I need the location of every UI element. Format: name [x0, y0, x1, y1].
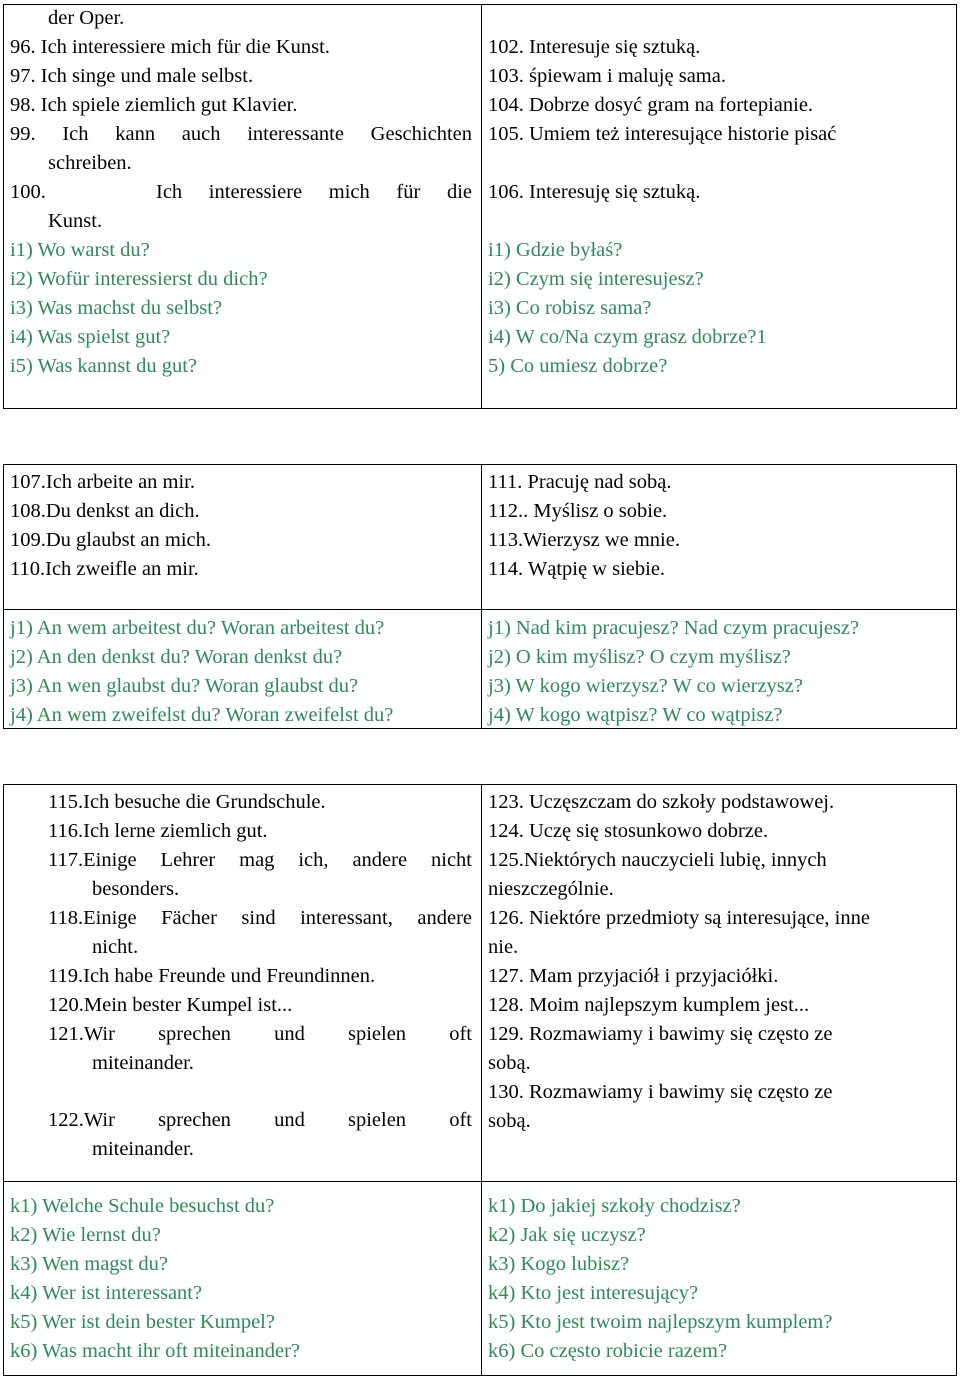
row-divider — [4, 1181, 956, 1182]
question-line: j1) An wem arbeitest du? Woran arbeitest du? — [10, 617, 385, 639]
question-line: i3) Co robisz sama? — [488, 297, 652, 319]
column-divider — [481, 5, 482, 408]
question-line: k1) Welche Schule besuchst du? — [10, 1195, 275, 1217]
text-line: 98. Ich spiele ziemlich gut Klavier. — [10, 94, 298, 116]
question-line: j2) O kim myślisz? O czym myślisz? — [488, 646, 791, 668]
text-line: besonders. — [92, 878, 180, 900]
question-line: k4) Wer ist interessant? — [10, 1282, 203, 1304]
text-line: 125.Niektórych nauczycieli lubię, innych — [488, 849, 827, 871]
text-line: nieszczególnie. — [488, 878, 614, 900]
text-line: sobą. — [488, 1110, 531, 1132]
column-divider — [481, 785, 482, 1375]
text-line: 116.Ich lerne ziemlich gut. — [48, 820, 268, 842]
text-line: 111. Pracuję nad sobą. — [488, 471, 672, 493]
text-line: 127. Mam przyjaciół i przyjaciółki. — [488, 965, 779, 987]
text-line: 109.Du glaubst an mich. — [10, 529, 211, 551]
text-line: 121.Wir sprechen und spielen oft — [48, 1023, 472, 1045]
text-line: 96. Ich interessiere mich für die Kunst. — [10, 36, 330, 58]
question-line: j3) An wen glaubst du? Woran glaubst du? — [10, 675, 359, 697]
question-line: j3) W kogo wierzysz? W co wierzysz? — [488, 675, 803, 697]
question-line: j4) W kogo wątpisz? W co wątpisz? — [488, 704, 783, 726]
text-line: 113.Wierzysz we mnie. — [488, 529, 680, 551]
text-line: 104. Dobrze dosyć gram na fortepianie. — [488, 94, 814, 116]
text-line: 108.Du denkst an dich. — [10, 500, 200, 522]
question-line: i2) Czym się interesujesz? — [488, 268, 704, 290]
text-line: 110.Ich zweifle an mir. — [10, 558, 199, 580]
question-line: 5) Co umiesz dobrze? — [488, 355, 668, 377]
text-line: 115.Ich besuche die Grundschule. — [48, 791, 326, 813]
text-line: der Oper. — [48, 7, 125, 29]
question-line: k1) Do jakiej szkoły chodzisz? — [488, 1195, 741, 1217]
question-line: k6) Co często robicie razem? — [488, 1340, 728, 1362]
question-line: i5) Was kannst du gut? — [10, 355, 198, 377]
question-line: j2) An den denkst du? Woran denkst du? — [10, 646, 343, 668]
text-line: 128. Moim najlepszym kumplem jest... — [488, 994, 810, 1016]
text-line: Kunst. — [48, 210, 103, 232]
text-line: 112.. Myślisz o sobie. — [488, 500, 668, 522]
text-line: 129. Rozmawiamy i bawimy się często ze — [488, 1023, 833, 1045]
question-line: k5) Wer ist dein bester Kumpel? — [10, 1311, 275, 1333]
question-line: i1) Wo warst du? — [10, 239, 150, 261]
row-divider — [4, 609, 956, 610]
text-line: schreiben. — [48, 152, 132, 174]
text-line: nicht. — [92, 936, 139, 958]
text-line: 107.Ich arbeite an mir. — [10, 471, 196, 493]
question-line: k2) Jak się uczysz? — [488, 1224, 646, 1246]
question-line: k4) Kto jest interesujący? — [488, 1282, 699, 1304]
column-divider — [481, 465, 482, 728]
question-line: k6) Was macht ihr oft miteinander? — [10, 1340, 301, 1362]
text-line: 130. Rozmawiamy i bawimy się często ze — [488, 1081, 833, 1103]
text-line: Ich interessiere mich für die — [156, 181, 472, 203]
text-line: 105. Umiem też interesujące historie pisać — [488, 123, 837, 145]
text-line: nie. — [488, 936, 519, 958]
question-line: i1) Gdzie byłaś? — [488, 239, 623, 261]
text-line: 97. Ich singe und male selbst. — [10, 65, 254, 87]
text-line: miteinander. — [92, 1138, 194, 1160]
question-line: j4) An wem zweifelst du? Woran zweifelst du? — [10, 704, 394, 726]
text-line: 119.Ich habe Freunde und Freundinnen. — [48, 965, 376, 987]
question-line: k3) Wen magst du? — [10, 1253, 168, 1275]
text-line: 123. Uczęszczam do szkoły podstawowej. — [488, 791, 835, 813]
question-line: i3) Was machst du selbst? — [10, 297, 223, 319]
text-line: 126. Niektóre przedmioty są interesujące, inne — [488, 907, 870, 929]
text-line: 102. Interesuje się sztuką. — [488, 36, 701, 58]
question-line: k5) Kto jest twoim najlepszym kumplem? — [488, 1311, 833, 1333]
text-line: 114. Wątpię w siebie. — [488, 558, 666, 580]
question-line: i2) Wofür interessierst du dich? — [10, 268, 268, 290]
text-line: 99. Ich kann auch interessante Geschichten — [10, 123, 472, 145]
text-line: 118.Einige Fächer sind interessant, andere — [48, 907, 472, 929]
text-line: 100. — [10, 181, 46, 203]
text-line: 103. śpiewam i maluję sama. — [488, 65, 726, 87]
text-line: 106. Interesuję się sztuką. — [488, 181, 701, 203]
text-line: 124. Uczę się stosunkowo dobrze. — [488, 820, 769, 842]
text-line: 117.Einige Lehrer mag ich, andere nicht — [48, 849, 472, 871]
text-line: miteinander. — [92, 1052, 194, 1074]
question-line: k2) Wie lernst du? — [10, 1224, 161, 1246]
text-line: sobą. — [488, 1052, 531, 1074]
question-line: j1) Nad kim pracujesz? Nad czym pracujesz? — [488, 617, 860, 639]
text-line: 120.Mein bester Kumpel ist... — [48, 994, 293, 1016]
text-line: 122.Wir sprechen und spielen oft — [48, 1109, 472, 1131]
question-line: i4) W co/Na czym grasz dobrze?1 — [488, 326, 767, 348]
question-line: i4) Was spielst gut? — [10, 326, 171, 348]
question-line: k3) Kogo lubisz? — [488, 1253, 630, 1275]
